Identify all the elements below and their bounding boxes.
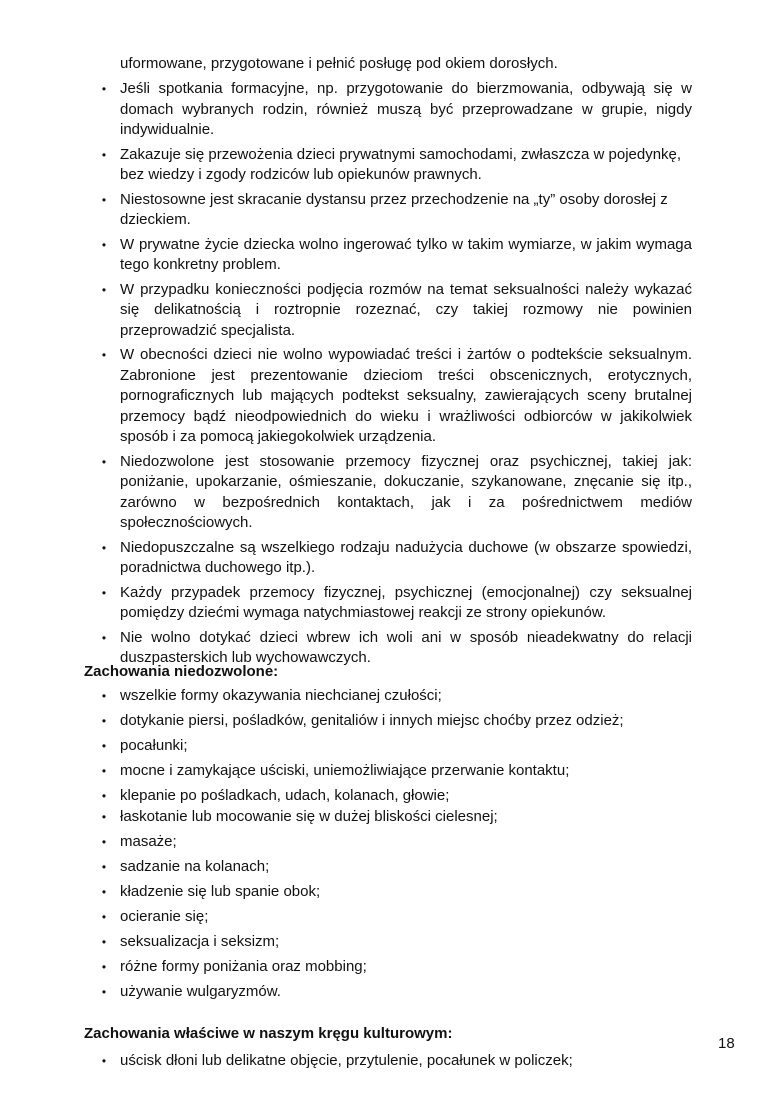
bullet-icon: • bbox=[101, 282, 107, 297]
forbidden-item-text: mocne i zamykające uściski, uniemożliwiające przerwanie kontaktu; bbox=[120, 762, 570, 779]
bullet-icon: • bbox=[101, 985, 107, 999]
forbidden-item bbox=[0, 982, 778, 1007]
bullet-icon: • bbox=[101, 835, 107, 849]
bullet-icon: • bbox=[101, 540, 107, 555]
rule-item bbox=[0, 583, 692, 624]
forbidden-item bbox=[0, 761, 778, 786]
continued-paragraph: uformowane, przygotowane i pełnić posługę pod okiem dorosłych. bbox=[120, 55, 558, 72]
forbidden-item-text: różne formy poniżania oraz mobbing; bbox=[120, 958, 367, 975]
rule-item bbox=[0, 145, 692, 186]
forbidden-item-text: dotykanie piersi, pośladków, genitaliów i innych miejsc choćby przez odzież; bbox=[120, 712, 624, 729]
forbidden-item-text: klepanie po pośladkach, udach, kolanach, głowie; bbox=[120, 787, 450, 804]
forbidden-item bbox=[0, 957, 778, 982]
bullet-icon: • bbox=[101, 1054, 107, 1068]
rule-text: Każdy przypadek przemocy fizycznej, psychicznej (emocjonalnej) czy seksualnej pomiędzy dziećmi wymaga natychmiastowej reakcji ze strony opiekunów. bbox=[120, 583, 692, 621]
proper-behaviors-list bbox=[0, 1051, 778, 1071]
forbidden-item-text: seksualizacja i seksizm; bbox=[120, 933, 280, 950]
rule-text: Nie wolno dotykać dzieci wbrew ich woli ani w sposób nieadekwatny do relacji duszpasterskich lub wychowawczych. bbox=[120, 628, 692, 666]
forbidden-item bbox=[0, 686, 778, 711]
proper-item-text: uścisk dłoni lub delikatne objęcie, przytulenie, pocałunek w policzek; bbox=[120, 1052, 573, 1069]
forbidden-item bbox=[0, 832, 778, 857]
bullet-icon: • bbox=[101, 860, 107, 874]
proper-item bbox=[0, 1051, 778, 1071]
forbidden-item bbox=[0, 807, 778, 832]
bullet-icon: • bbox=[101, 689, 107, 703]
bullet-icon: • bbox=[101, 960, 107, 974]
rule-item bbox=[0, 452, 692, 534]
forbidden-item-text: kładzenie się lub spanie obok; bbox=[120, 883, 321, 900]
forbidden-item-text: ocieranie się; bbox=[120, 908, 209, 925]
bullet-icon: • bbox=[101, 739, 107, 753]
forbidden-item bbox=[0, 786, 778, 807]
rule-text: W obecności dzieci nie wolno wypowiadać treści i żartów o podtekście seksualnym. Zabronione jest prezentowanie dzieciom treści obscenicznych, erotycznych, pornograficznych lub mających podtekst seksualny, zawierających sceny brutalnej przemocy bądź nieodpowiednich do wieku i wrażliwości odbiorców w jakikolwiek sposób i za pomocą jakiegokolwiek urządzenia. bbox=[120, 346, 692, 445]
bullet-icon: • bbox=[101, 764, 107, 778]
forbidden-item bbox=[0, 882, 778, 907]
bullet-icon: • bbox=[101, 630, 107, 645]
forbidden-item-text: używanie wulgaryzmów. bbox=[120, 983, 281, 1000]
rule-text: Niestosowne jest skracanie dystansu przez przechodzenie na „ty” osoby dorosłej z dzieckiem. bbox=[120, 190, 668, 228]
forbidden-behaviors-heading: Zachowania niedozwolone: bbox=[84, 663, 279, 680]
rule-text: W przypadku konieczności podjęcia rozmów na temat seksualności należy wykazać się delikatnością i roztropnie rozeznać, czy takiej rozmowy nie powinien przeprowadzić specjalista. bbox=[120, 280, 692, 339]
bullet-icon: • bbox=[101, 192, 107, 207]
rule-item bbox=[0, 280, 692, 342]
bullet-icon: • bbox=[101, 147, 107, 162]
forbidden-item-text: masaże; bbox=[120, 833, 177, 850]
bullet-icon: • bbox=[101, 885, 107, 899]
rule-item bbox=[0, 345, 692, 448]
rule-text: Niedopuszczalne są wszelkiego rodzaju nadużycia duchowe (w obszarze spowiedzi, poradnictwa duchowego itp.). bbox=[120, 538, 692, 576]
bullet-icon: • bbox=[101, 348, 107, 362]
forbidden-item-text: wszelkie formy okazywania niechcianej czułości; bbox=[120, 687, 442, 704]
forbidden-item bbox=[0, 857, 778, 882]
forbidden-item bbox=[0, 711, 778, 736]
rules-list bbox=[0, 79, 778, 673]
bullet-icon: • bbox=[101, 82, 107, 96]
bullet-icon: • bbox=[101, 714, 107, 728]
forbidden-item bbox=[0, 932, 778, 957]
bullet-icon: • bbox=[101, 789, 107, 803]
proper-behaviors-heading: Zachowania właściwe w naszym kręgu kulturowym: bbox=[84, 1025, 453, 1042]
forbidden-item bbox=[0, 907, 778, 932]
rule-text: W prywatne życie dziecka wolno ingerować tylko w takim wymiarze, w jakim wymaga tego konkretny problem. bbox=[120, 235, 692, 273]
rule-item bbox=[0, 235, 692, 276]
bullet-icon: • bbox=[101, 454, 107, 469]
forbidden-item-text: sadzanie na kolanach; bbox=[120, 858, 270, 875]
bullet-icon: • bbox=[101, 585, 107, 600]
rule-item bbox=[0, 79, 692, 141]
rule-text: Jeśli spotkania formacyjne, np. przygotowanie do bierzmowania, odbywają się w domach wybranych rodzin, również muszą być przeprowadzane w grupie, nigdy indywidualnie. bbox=[120, 80, 692, 138]
forbidden-item-text: pocałunki; bbox=[120, 737, 188, 754]
bullet-icon: • bbox=[101, 935, 107, 949]
forbidden-behaviors-list bbox=[0, 686, 778, 1007]
bullet-icon: • bbox=[101, 237, 107, 252]
rule-item bbox=[0, 190, 692, 231]
rule-text: Zakazuje się przewożenia dzieci prywatnymi samochodami, zwłaszcza w pojedynkę, bez wiedzy i zgody rodziców lub opiekunów prawnych. bbox=[120, 145, 682, 183]
page-number: 18 bbox=[718, 1035, 735, 1052]
bullet-icon: • bbox=[101, 810, 107, 824]
forbidden-item-text: łaskotanie lub mocowanie się w dużej bliskości cielesnej; bbox=[120, 808, 498, 825]
bullet-icon: • bbox=[101, 910, 107, 924]
rule-item bbox=[0, 538, 692, 579]
rule-text: Niedozwolone jest stosowanie przemocy fizycznej oraz psychicznej, takiej jak: poniżanie, upokarzanie, ośmieszanie, dokuczanie, szykanowane, znęcanie się itp., zarówno w bezpośrednich kontaktach, jak i za pośrednictwem mediów społecznościowych. bbox=[120, 452, 692, 531]
forbidden-item bbox=[0, 736, 778, 761]
